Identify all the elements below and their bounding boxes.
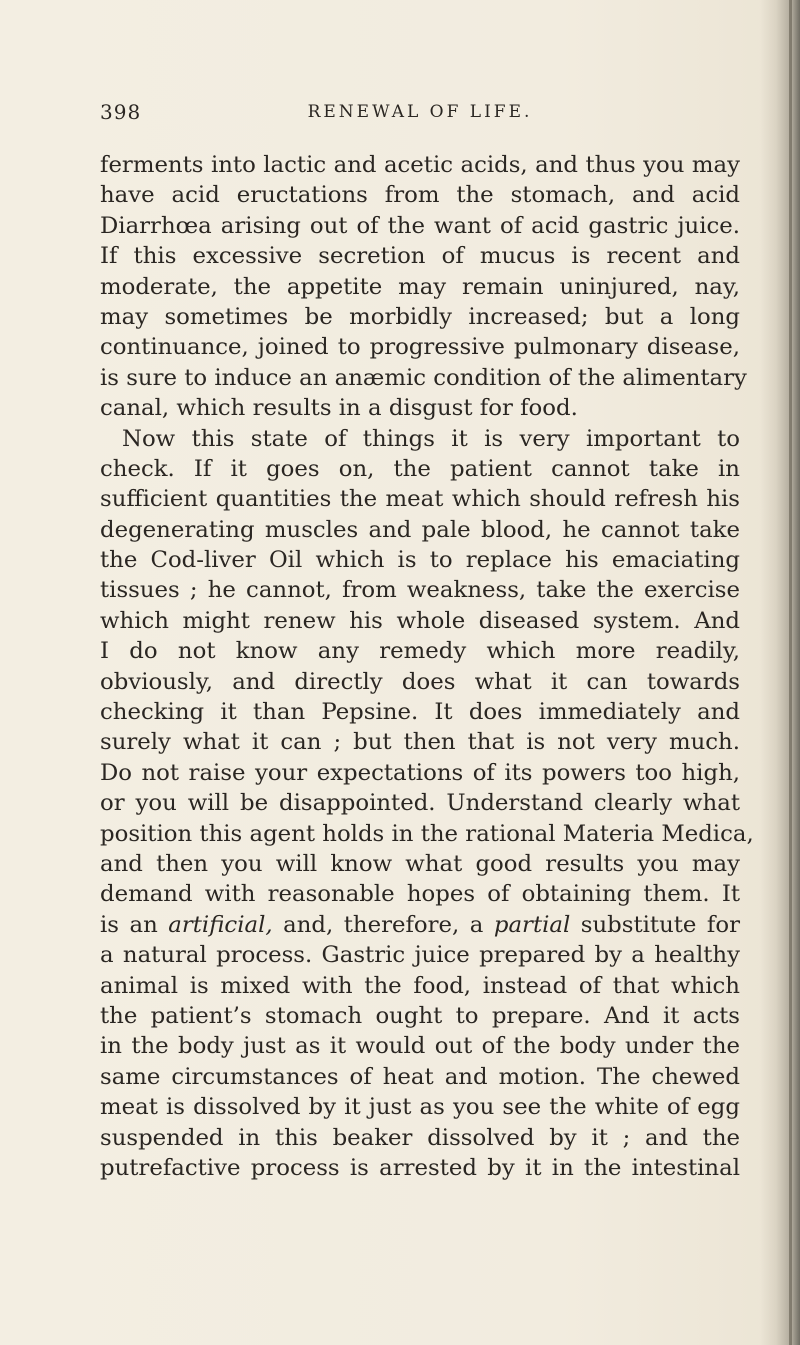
text-line: moderate, the appetite may remain uninjured, nay, — [100, 273, 740, 300]
text-line: same circumstances of heat and motion. The chewed — [100, 1063, 740, 1090]
running-head: RENEWAL OF LIFE. — [307, 102, 533, 122]
text-line: the Cod-liver Oil which is to replace his emaciating — [100, 547, 740, 574]
text-line: If this excessive secretion of mucus is recent and — [100, 243, 740, 270]
text-segment: is an — [100, 911, 169, 938]
text-line: or you will be disappointed. Understand clearly what — [100, 790, 740, 817]
page-number: 398 — [100, 100, 142, 124]
text-line: continuance, joined to progressive pulmonary disease, — [100, 334, 740, 361]
text-line: Do not raise your expectations of its powers too high, — [100, 759, 740, 786]
text-line: have acid eructations from the stomach, and acid — [100, 182, 740, 209]
italic-word-artificial: artificial, — [168, 911, 273, 938]
text-line: a natural process. Gastric juice prepared by a healthy — [100, 942, 740, 969]
text-line: is sure to induce an anæmic condition of the alimentary — [100, 364, 747, 391]
text-line: I do not know any remedy which more readily, — [100, 638, 740, 665]
text-line: Diarrhœa arising out of the want of acid gastric juice. — [100, 212, 740, 239]
text-line: in the body just as it would out of the body under the — [100, 1033, 740, 1060]
body-text — [100, 150, 754, 1183]
text-line: position this agent holds in the rational Materia Medica, — [100, 820, 754, 847]
text-line: meat is dissolved by it just as you see the white of egg — [100, 1094, 740, 1121]
text-segment: substitute for — [570, 911, 740, 938]
text-line: and then you will know what good results you may — [100, 850, 740, 877]
text-line: surely what it can ; but then that is not very much. — [100, 729, 740, 756]
text-line: demand with reasonable hopes of obtaining them. It — [100, 881, 740, 908]
text-line: may sometimes be morbidly increased; but a long — [100, 303, 740, 330]
text-line: canal, which results in a disgust for food. — [100, 395, 578, 422]
page-binding-shadow — [760, 0, 800, 1345]
text-line: checking it than Pepsine. It does immediately and — [100, 699, 740, 726]
text-line: putrefactive process is arrested by it in the intestinal — [100, 1154, 740, 1181]
text-line: tissues ; he cannot, from weakness, take the exercise — [100, 577, 740, 604]
text-line: suspended in this beaker dissolved by it ; and the — [100, 1124, 740, 1151]
text-line: which might renew his whole diseased system. And — [100, 607, 740, 634]
text-line-italic — [100, 910, 740, 940]
text-line: degenerating muscles and pale blood, he cannot take — [100, 516, 740, 543]
text-line: obviously, and directly does what it can towards — [100, 668, 740, 695]
text-line: check. If it goes on, the patient cannot take in — [100, 455, 740, 482]
text-line: sufficient quantities the meat which should refresh his — [100, 486, 740, 513]
page-binding-edge — [789, 0, 792, 1345]
text-line: Now this state of things it is very important to — [122, 425, 740, 452]
text-line: animal is mixed with the food, instead of that which — [100, 972, 740, 999]
text-line: ferments into lactic and acetic acids, and thus you may — [100, 152, 740, 178]
italic-word-partial: partial — [493, 911, 571, 938]
text-segment: and, therefore, a — [272, 911, 494, 938]
page-header — [100, 100, 740, 130]
text-line: the patient’s stomach ought to prepare. And it acts — [100, 1002, 740, 1029]
